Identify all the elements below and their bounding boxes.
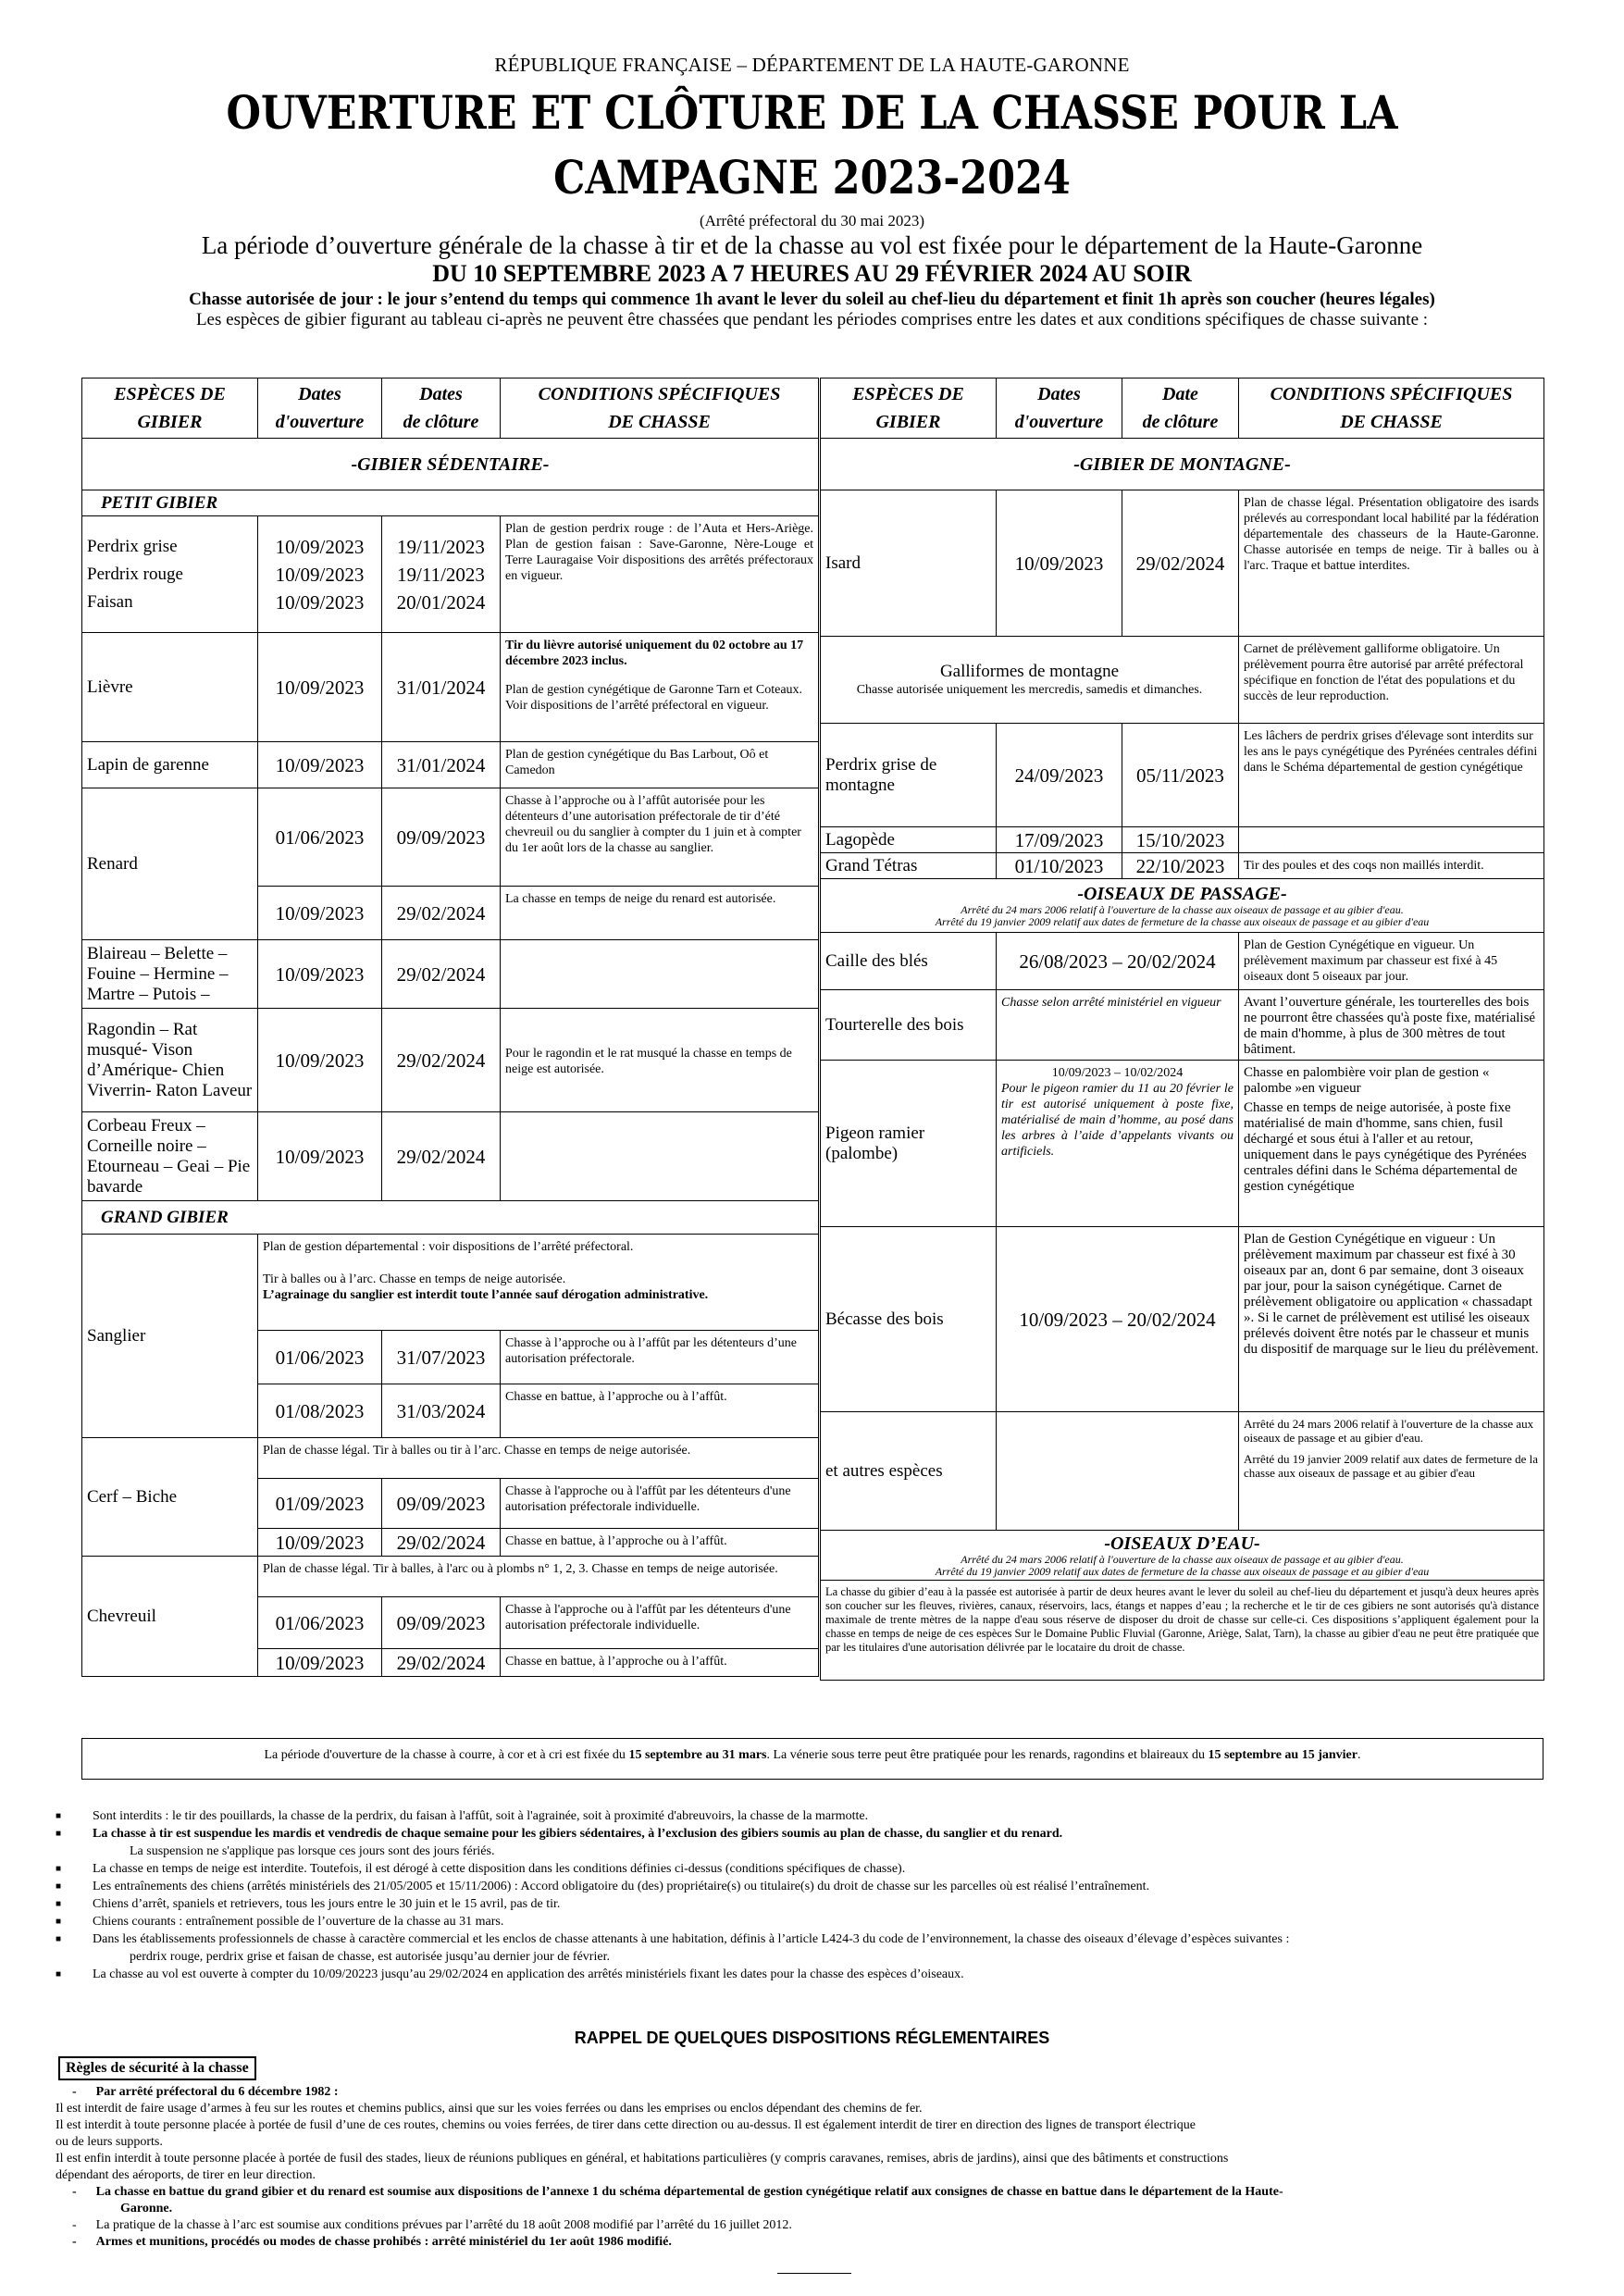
right-table (820, 378, 1544, 1681)
cond-lievre: Tir du lièvre autorisé uniquement du 02 octobre au 17 décembre 2023 inclus. Plan de gestion cynégétique de Garonne Tarn et Coteaux. Voir dispositions de l’arrêté préfectoral en vigueur. (501, 633, 819, 742)
species-blaireau: Blaireau – Belette – Fouine – Hermine – Martre – Putois – (82, 940, 258, 1009)
species-chevreuil: Chevreuil (82, 1557, 258, 1677)
cond-cerf-general: Plan de chasse légal. Tir à balles ou tir à l’arc. Chasse en temps de neige autorisée. (258, 1438, 819, 1479)
col-header-opening: Dates d'ouverture (997, 379, 1122, 439)
cond-chevreuil-1: Chasse à l'approche ou à l'affût par les détenteurs d'une autorisation préfectorale individuelle. (501, 1597, 819, 1649)
species-pigeon: Pigeon ramier (palombe) (821, 1061, 997, 1227)
species-lagopede: Lagopède (821, 827, 997, 853)
section-passage: -OISEAUX DE PASSAGE- Arrêté du 24 mars 2006 relatif à l'ouverture de la chasse aux oiseaux de passage et au gibier d'eau. Arrêté du 19 janvier 2009 relatif aux dates de fermeture de la chasse aux oiseaux de passage et au gibier d'eau (821, 879, 1544, 933)
species-galliformes: Galliformes de montagne Chasse autorisée uniquement les mercredis, samedis et dimanches. (821, 637, 1239, 724)
species-lievre: Lièvre (82, 633, 258, 742)
species-corbeau: Corbeau Freux – Corneille noire – Etourneau – Geai – Pie bavarde (82, 1112, 258, 1201)
securite-rules (56, 2084, 1582, 2251)
opening-chevreuil-1: 01/06/2023 (258, 1597, 382, 1649)
closing-corbeau: 29/02/2024 (382, 1112, 501, 1201)
opening-tetras: 01/10/2023 (997, 853, 1122, 879)
closing-perdrix-montagne: 05/11/2023 (1122, 724, 1239, 827)
cond-tourterelle: Avant l’ouverture générale, les tourterelles des bois ne pourront être chassées qu'à poste fixe, matérialisé de main d'homme, à plus de 300 mètres de tout bâtiment. (1239, 990, 1544, 1061)
cond-ragondin: Pour le ragondin et le rat musqué la chasse en temps de neige est autorisée. (501, 1009, 819, 1112)
species-cerf: Cerf – Biche (82, 1438, 258, 1557)
list-item: - La pratique de la chasse à l’arc est soumise aux conditions prévues par l’arrêté du 18 août 2008 modifié par l’arrêté du 16 juillet 2012. (72, 2218, 792, 2232)
cond-pigeon: Chasse en palombière voir plan de gestion « palombe »en vigueur Chasse en temps de neige autorisée, à poste fixe matérialisé de main d'homme, sans chien, fusil déchargé et sous étui à l'aller et au retour, uniquement dans le pays cynégétique des Pyrénées centrales défini dans le Schéma départemental de gestion cynégétique (1239, 1061, 1544, 1227)
rules-list (56, 1809, 1573, 1985)
list-item: perdrix rouge, perdrix grise et faisan de chasse, est autorisée jusqu’au dernier jour de février. (130, 1950, 610, 1964)
cond-cerf-1: Chasse à l'approche ou à l'affût par les détenteurs d'une autorisation préfectorale individuelle. (501, 1479, 819, 1529)
closing-perdrix-faisan: 19/11/2023 19/11/2023 20/01/2024 (382, 516, 501, 633)
cond-renard-1: Chasse à l’approche ou à l’affût autorisée pour les détenteurs d’une autorisation préfectorale de tir d’été chevreuil ou du sanglier à compter du 1 juin et à compter du 1er août lors de la chasse au sanglier. (501, 788, 819, 887)
closing-renard-1: 09/09/2023 (382, 788, 501, 887)
title-line-1: OUVERTURE ET CLÔTURE DE LA CHASSE POUR LA (226, 85, 1398, 140)
main-title (114, 81, 1510, 210)
cond-perdrix-faisan: Plan de gestion perdrix rouge : de l’Auta et Hers-Ariège. Plan de gestion faisan : Save-Garonne, Nère-Louge et Terre Lauragaise Voir dispositions des arrêtés préfectoraux en vigueur. (501, 516, 819, 633)
closing-lagopede: 15/10/2023 (1122, 827, 1239, 853)
dates-autres (997, 1412, 1239, 1531)
opening-sanglier-1: 01/06/2023 (258, 1331, 382, 1384)
closing-renard-2: 29/02/2024 (382, 887, 501, 940)
list-item: ■ Dans les établissements professionnels de chasse à caractère commercial et les enclos de chasse attenants à une habitation, définis à l’article L424-3 du code de l’environnement, la chasse des oiseaux d’élevage d’espèces suivantes : (56, 1932, 1290, 1946)
species-isard: Isard (821, 490, 997, 637)
cond-chevreuil-general: Plan de chasse légal. Tir à balles, à l'arc ou à plombs n° 1, 2, 3. Chasse en temps de neige autorisée. (258, 1557, 819, 1597)
cond-eau: La chasse du gibier d’eau à la passée est autorisée à partir de deux heures avant le lever du soleil au chef-lieu du département et jusqu'à deux heures après son coucher sur les fleuves, rivières, canaux, réservoirs, lacs, étangs et nappes d’eau ; la recherche et le tir de ces gibiers ne sont autorisés qu'à distance maximale de trente mètres de la nappe d'eau sous réserve de disposer du droit de chasse sur celle-ci. Ces dispositions s’appliquent également pour la chasse en temps de neige de ces espèces Sur le Domaine Public Fluvial (Garonne, Ariège, Salat, Tarn), la chasse au gibier d'eau ne peut être pratiquée que par les titulaires d'une autorisation délivrée par le locataire du droit de chasse. (821, 1581, 1544, 1681)
species-sanglier: Sanglier (82, 1235, 258, 1438)
list-item: ■ Les entraînements des chiens (arrêtés ministériels des 21/05/2005 et 15/11/2006) : Accord obligatoire du (des) propriétaire(s) ou titulaire(s) du droit de chasse sur les parcelles où est réalisé l’entraînement. (56, 1880, 1150, 1893)
col-header-species: ESPÈCES DE GIBIER (82, 379, 258, 439)
closing-cerf-1: 09/09/2023 (382, 1479, 501, 1529)
list-item: - La chasse en battue du grand gibier et du renard est soumise aux dispositions de l’annexe 1 du schéma départemental de gestion cynégétique relatif aux consignes de chasse en battue dans le département de la Haute- (72, 2185, 1283, 2199)
end-divider (777, 2273, 851, 2274)
species-ragondin: Ragondin – Rat musqué- Vison d’Amérique- Chien Viverrin- Raton Laveur (82, 1009, 258, 1112)
closing-ragondin: 29/02/2024 (382, 1009, 501, 1112)
cond-tetras: Tir des poules et des coqs non maillés interdit. (1239, 853, 1544, 879)
section-montagne: -GIBIER DE MONTAGNE- (821, 439, 1544, 490)
intro-daytime: Chasse autorisée de jour : le jour s’entend du temps qui commence 1h avant le lever du soleil au chef-lieu du département et finit 1h après son coucher (heures légales) (189, 290, 1435, 309)
list-item: Il est interdit à toute personne placée à portée de fusil d’une de ces routes, chemins ou voies ferrées, de tirer dans cette direction ou au-dessus. Il est également interdit de tirer en direction des lignes de transport électrique (56, 2118, 1196, 2132)
cond-caille: Plan de Gestion Cynégétique en vigueur. Un prélèvement maximum par chasseur est fixé à 45 oiseaux dont 5 oiseaux par jour. (1239, 933, 1544, 990)
cond-sanglier-2: Chasse en battue, à l’approche ou à l’affût. (501, 1384, 819, 1438)
closing-sanglier-1: 31/07/2023 (382, 1331, 501, 1384)
republic-line: RÉPUBLIQUE FRANÇAISE – DÉPARTEMENT DE LA HAUTE-GARONNE (494, 54, 1130, 76)
list-item: Il est enfin interdit à toute personne placée à portée de fusil des stades, lieux de réunions publiques en général, et habitations particulières (y compris caravanes, remises, abris de jardins), ainsi que des bâtiments et constructions (56, 2152, 1229, 2166)
section-sedentaire: -GIBIER SÉDENTAIRE- (82, 439, 819, 490)
opening-renard-1: 01/06/2023 (258, 788, 382, 887)
species-perdrix-faisan: Perdrix grise Perdrix rouge Faisan (82, 516, 258, 633)
cond-renard-2: La chasse en temps de neige du renard est autorisée. (501, 887, 819, 940)
opening-blaireau: 10/09/2023 (258, 940, 382, 1009)
courre-venerie-box: La période d'ouverture de la chasse à courre, à cor et à cri est fixée du 15 septembre au 31 mars. La vénerie sous terre peut être pratiquée pour les renards, ragondins et blaireaux du 15 septembre au 15 janvier. (81, 1738, 1543, 1780)
cond-sanglier-1: Chasse à l’approche ou à l’affût par les détenteurs d’une autorisation préfectorale. (501, 1331, 819, 1384)
securite-heading: Règles de sécurité à la chasse (58, 2056, 256, 2080)
closing-chevreuil-2: 29/02/2024 (382, 1649, 501, 1677)
title-line-2: CAMPAGNE 2023-2024 (553, 150, 1071, 205)
cond-lapin: Plan de gestion cynégétique du Bas Larbout, Oô et Camedon (501, 742, 819, 788)
species-lapin: Lapin de garenne (82, 742, 258, 788)
cond-galliformes: Carnet de prélèvement galliforme obligatoire. Un prélèvement pourra être autorisé par arrêté préfectoral spécifique en fonction de l'état des populations et du succès de leur reproduction. (1239, 637, 1544, 724)
species-becasse: Bécasse des bois (821, 1227, 997, 1412)
cond-chevreuil-2: Chasse en battue, à l’approche ou à l’affût. (501, 1649, 819, 1677)
species-perdrix-montagne: Perdrix grise de montagne (821, 724, 997, 827)
list-item: ■ La chasse à tir est suspendue les mardis et vendredis de chaque semaine pour les gibiers sédentaires, à l’exclusion des gibiers soumis au plan de chasse, du sanglier et du renard. (56, 1827, 1063, 1841)
cond-autres: Arrêté du 24 mars 2006 relatif à l'ouverture de la chasse aux oiseaux de passage et au gibier d'eau. Arrêté du 19 janvier 2009 relatif aux dates de fermeture de la chasse aux oiseaux de passage et au gibier d'eau (1239, 1412, 1544, 1531)
dates-caille: 26/08/2023 – 20/02/2024 (997, 933, 1239, 990)
opening-isard: 10/09/2023 (997, 490, 1122, 637)
list-item: Garonne. (120, 2202, 173, 2215)
list-item: - Par arrêté préfectoral du 6 décembre 1982 : (72, 2085, 339, 2099)
opening-lievre: 10/09/2023 (258, 633, 382, 742)
cond-isard: Plan de chasse légal. Présentation obligatoire des isards prélevés au correspondant local habilité par la fédération départementale des chasseurs de la Haute-Garonne. Chasse autorisée en temps de neige. Tir à balles ou à l'arc. Traque et battue interdites. (1239, 490, 1544, 637)
opening-perdrix-faisan: 10/09/2023 10/09/2023 10/09/2023 (258, 516, 382, 633)
col-header-closing: Dates de clôture (382, 379, 501, 439)
subsection-petit-gibier: PETIT GIBIER (82, 490, 819, 516)
opening-lagopede: 17/09/2023 (997, 827, 1122, 853)
cond-perdrix-montagne: Les lâchers de perdrix grises d'élevage sont interdits sur les ans le pays cynégétique des Pyrénées centrales défini dans le Schéma départemental de gestion cynégétique (1239, 724, 1544, 827)
col-header-species: ESPÈCES DE GIBIER (821, 379, 997, 439)
list-item: dépendant des aéroports, de tirer en leur direction. (56, 2168, 316, 2182)
opening-chevreuil-2: 10/09/2023 (258, 1649, 382, 1677)
col-header-conditions: CONDITIONS SPÉCIFIQUES DE CHASSE (501, 379, 819, 439)
intro-dates: DU 10 SEPTEMBRE 2023 A 7 HEURES AU 29 FÉVRIER 2024 AU SOIR (432, 260, 1192, 287)
list-item: ■ La chasse en temps de neige est interdite. Toutefois, il est dérogé à cette disposition dans les conditions définies ci-dessus (conditions spécifiques de chasse). (56, 1862, 906, 1876)
opening-ragondin: 10/09/2023 (258, 1009, 382, 1112)
list-item: ■ Sont interdits : le tir des pouillards, la chasse de la perdrix, du faisan à l'affût, soit à l'agrainée, soit à proximité d'abreuvoirs, la chasse de la marmotte. (56, 1809, 869, 1823)
opening-sanglier-2: 01/08/2023 (258, 1384, 382, 1438)
closing-sanglier-2: 31/03/2024 (382, 1384, 501, 1438)
dates-becasse: 10/09/2023 – 20/02/2024 (997, 1227, 1239, 1412)
section-eau: -OISEAUX D’EAU- Arrêté du 24 mars 2006 relatif à l'ouverture de la chasse aux oiseaux de passage et au gibier d'eau. Arrêté du 19 janvier 2009 relatif aux dates de fermeture de la chasse aux oiseaux de passage et au gibier d'eau (821, 1531, 1544, 1581)
col-header-conditions: CONDITIONS SPÉCIFIQUES DE CHASSE (1239, 379, 1544, 439)
cond-becasse: Plan de Gestion Cynégétique en vigueur : Un prélèvement maximum par chasseur est fixé à 30 oiseaux par an, dont 6 par semaine, dont 3 oiseaux par jour, pour la saison cynégétique. Carnet de prélèvement obligatoire ou application « chassadapt ». Si le carnet de prélèvement est utilisé les oiseaux prélevés doivent être notés par le chasseur et munis du dispositif de marquage sur le lieu du prélèvement. (1239, 1227, 1544, 1412)
list-item: Il est interdit de faire usage d’armes à feu sur les routes et chemins publics, ainsi que sur les voies ferrées ou dans les emprises ou enclos dépendant des chemins de fer. (56, 2102, 923, 2116)
closing-chevreuil-1: 09/09/2023 (382, 1597, 501, 1649)
col-header-closing: Date de clôture (1122, 379, 1239, 439)
opening-cerf-1: 01/09/2023 (258, 1479, 382, 1529)
opening-corbeau: 10/09/2023 (258, 1112, 382, 1201)
list-item: ou de leurs supports. (56, 2135, 163, 2149)
list-item: ■ Chiens d’arrêt, spaniels et retrievers, tous les jours entre le 30 juin et le 15 avril, pas de tir. (56, 1897, 561, 1911)
opening-renard-2: 10/09/2023 (258, 887, 382, 940)
species-renard: Renard (82, 788, 258, 940)
cond-lagopede (1239, 827, 1544, 853)
dates-tourterelle: Chasse selon arrêté ministériel en vigueur (997, 990, 1239, 1061)
closing-lapin: 31/01/2024 (382, 742, 501, 788)
closing-blaireau: 29/02/2024 (382, 940, 501, 1009)
closing-isard: 29/02/2024 (1122, 490, 1239, 637)
cond-corbeau (501, 1112, 819, 1201)
left-table (81, 378, 819, 1677)
cond-cerf-2: Chasse en battue, à l’approche ou à l’affût. (501, 1529, 819, 1557)
list-item: - Armes et munitions, procédés ou modes de chasse prohibés : arrêté ministériel du 1er août 1986 modifié. (72, 2235, 672, 2249)
opening-perdrix-montagne: 24/09/2023 (997, 724, 1122, 827)
opening-lapin: 10/09/2023 (258, 742, 382, 788)
rappel-heading: RAPPEL DE QUELQUES DISPOSITIONS RÉGLEMENTAIRES (574, 2029, 1050, 2047)
list-item: ■ La chasse au vol est ouverte à compter du 10/09/20223 jusqu’au 29/02/2024 en application des arrêtés ministériels fixant les dates pour la chasse des espèces d’oiseaux. (56, 1967, 964, 1981)
list-item: La suspension ne s'applique pas lorsque ces jours sont des jours fériés. (130, 1844, 495, 1858)
arrete-reference: (Arrêté préfectoral du 30 mai 2023) (699, 212, 925, 230)
intro-period: La période d’ouverture générale de la chasse à tir et de la chasse au vol est fixée pour le département de la Haute-Garonne (201, 231, 1423, 259)
list-item: ■ Chiens courants : entraînement possible de l’ouverture de la chasse au 31 mars. (56, 1915, 504, 1929)
dates-pigeon: 10/09/2023 – 10/02/2024 Pour le pigeon ramier du 11 au 20 février le tir est autorisé uniquement à poste fixe, matérialisé de main d’homme, au posé dans les arbres à l’aide d’appelants vivants ou artificiels. (997, 1061, 1239, 1227)
cond-sanglier-general: Plan de gestion départemental : voir dispositions de l’arrêté préfectoral. Tir à balles ou à l’arc. Chasse en temps de neige autorisée. L’agrainage du sanglier est interdit toute l’année sauf dérogation administrative. (258, 1235, 819, 1331)
document-header (0, 54, 1624, 330)
subsection-grand-gibier: GRAND GIBIER (82, 1201, 819, 1235)
species-tourterelle: Tourterelle des bois (821, 990, 997, 1061)
closing-lievre: 31/01/2024 (382, 633, 501, 742)
intro-species: Les espèces de gibier figurant au tableau ci-après ne peuvent être chassées que pendant les périodes comprises entre les dates et aux conditions spécifiques de chasse suivante : (195, 310, 1429, 329)
species-caille: Caille des blés (821, 933, 997, 990)
closing-tetras: 22/10/2023 (1122, 853, 1239, 879)
cond-blaireau (501, 940, 819, 1009)
closing-cerf-2: 29/02/2024 (382, 1529, 501, 1557)
opening-cerf-2: 10/09/2023 (258, 1529, 382, 1557)
species-tetras: Grand Tétras (821, 853, 997, 879)
col-header-opening: Dates d'ouverture (258, 379, 382, 439)
species-autres: et autres espèces (821, 1412, 997, 1531)
